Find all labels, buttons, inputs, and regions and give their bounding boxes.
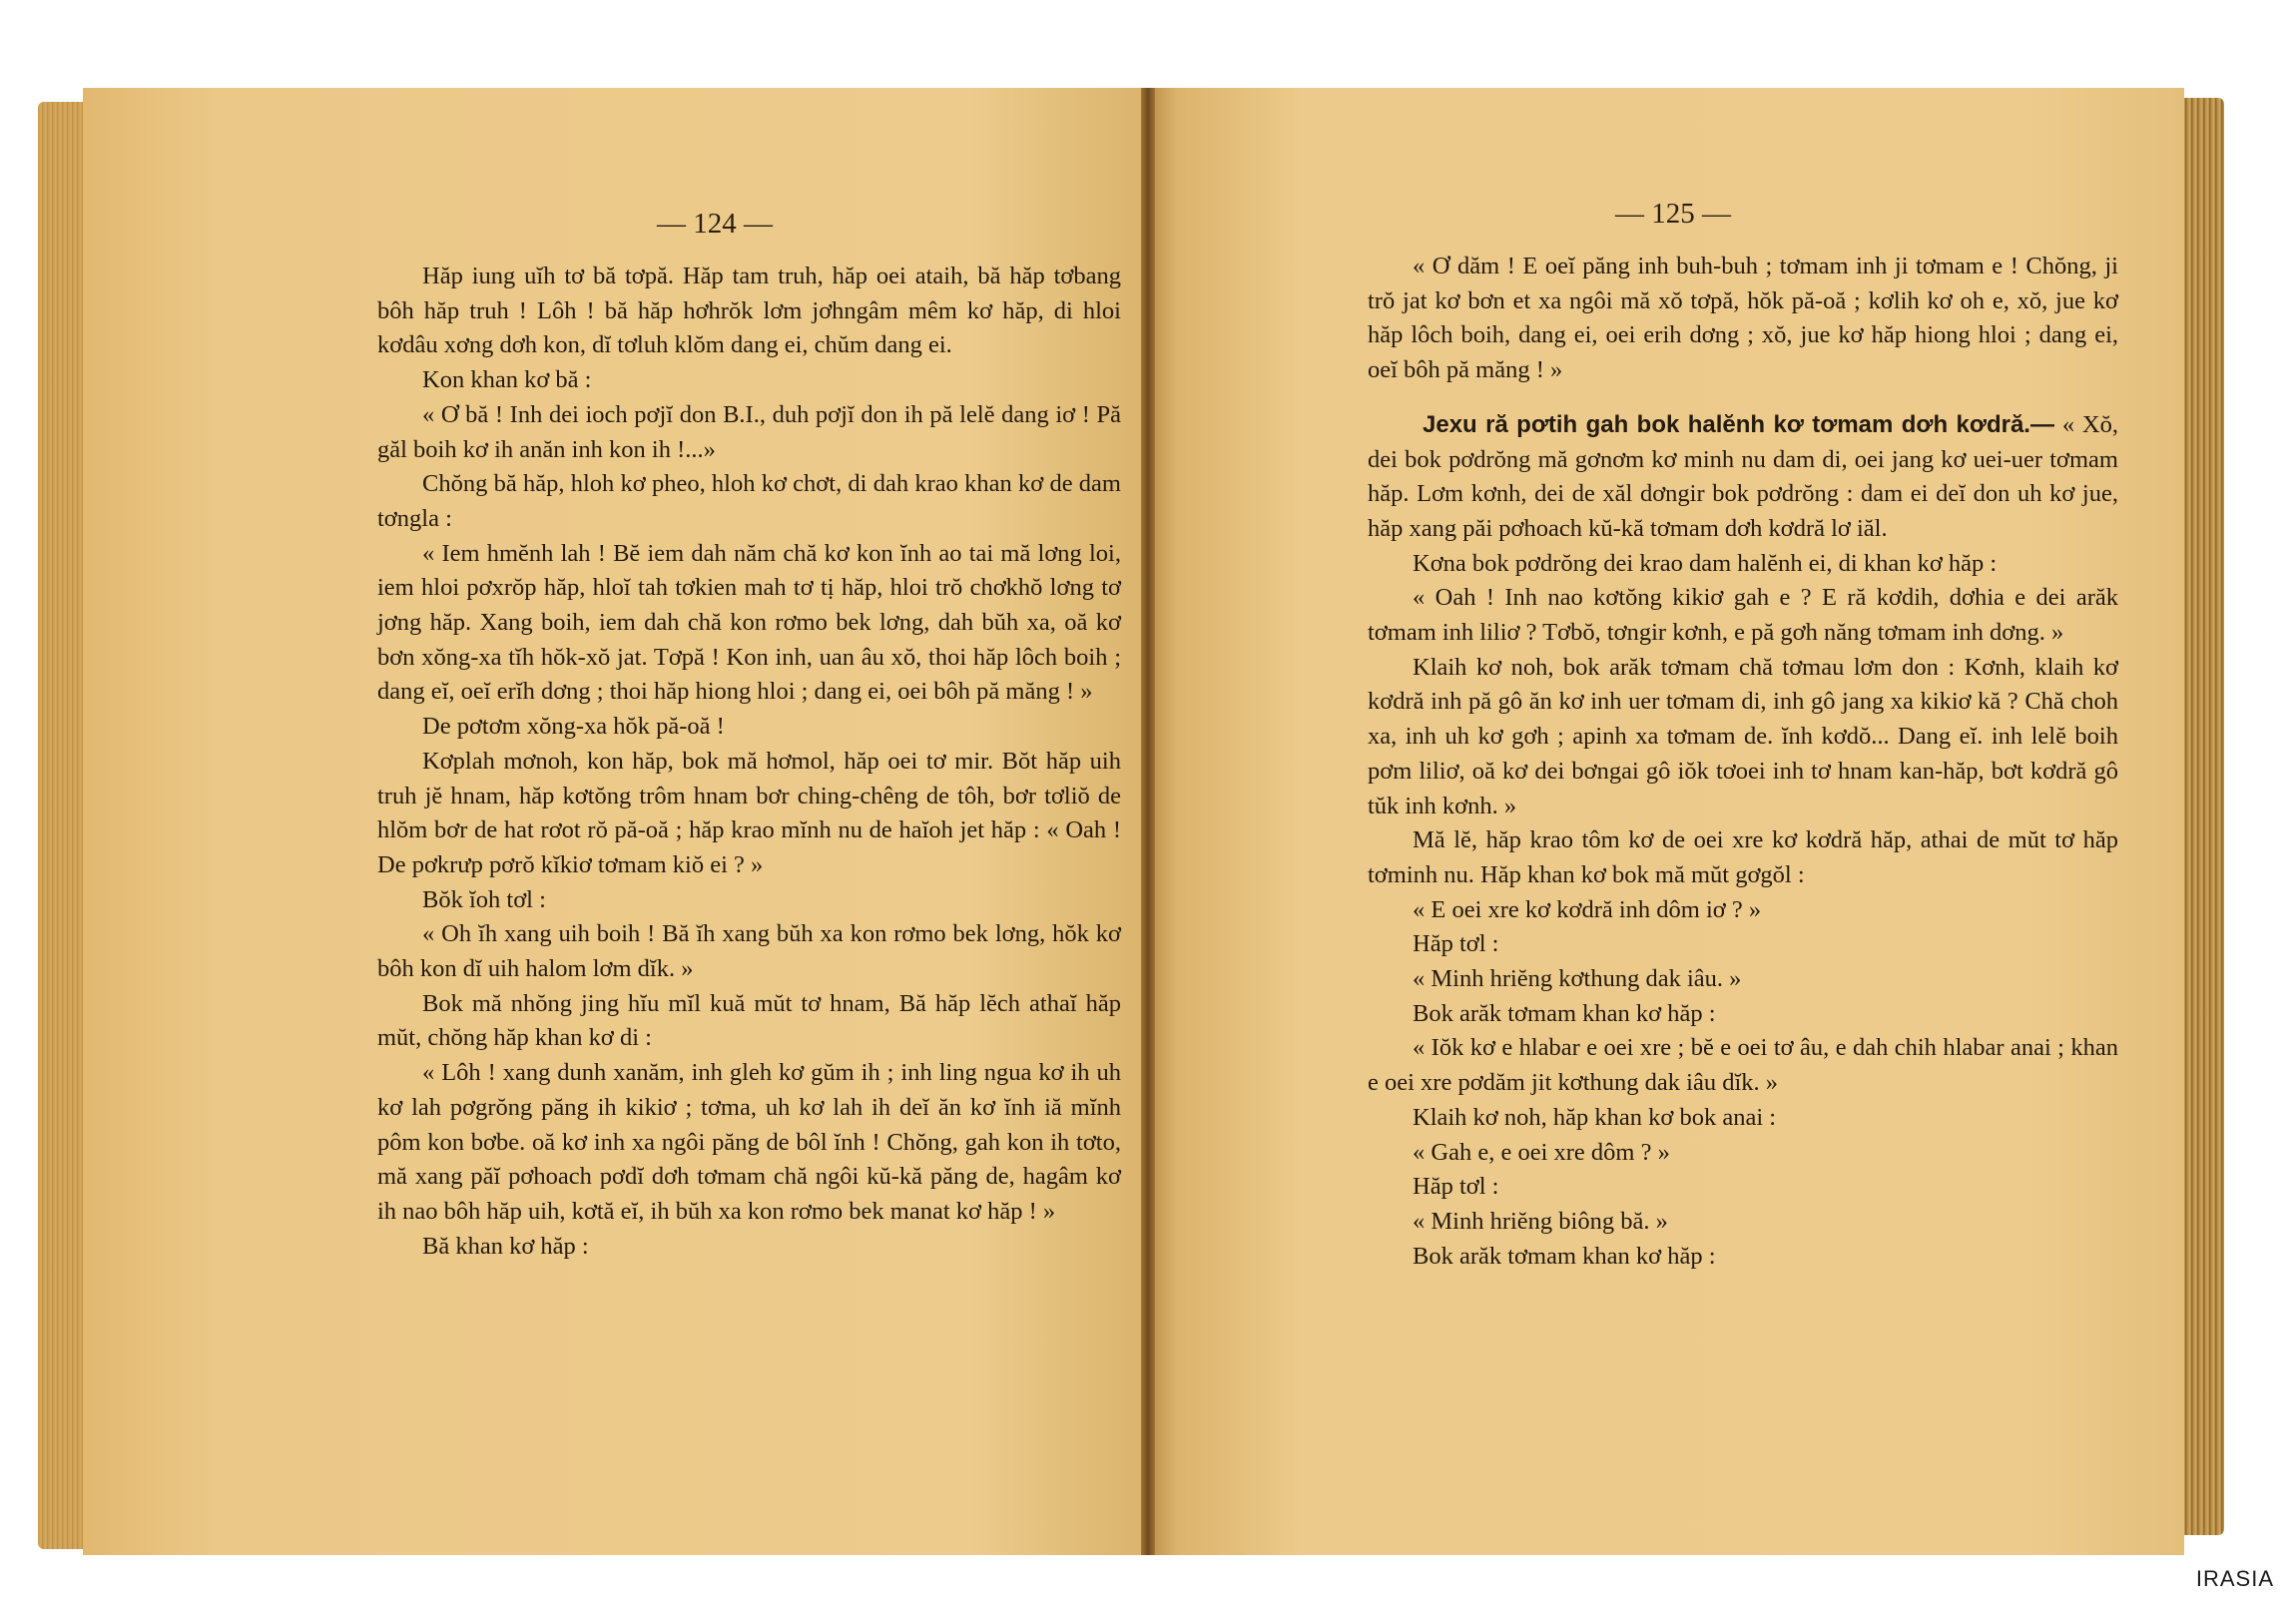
paragraph: « Lôh ! xang dunh xanăm, inh gleh kơ gŭm ih ; inh ling ngua kơ ih uh kơ lah pơgrŏng păng ih kikiơ ; tơma, uh kơ lah ih deĭ ăn kơ ĭnh iă mĭnh pôm kon bơbe. oă kơ inh xa ngôi păng de bôl ĭnh ! Chŏng, gah kon ih tơto, mă xang păĭ pơhoach pơdĭ dơh tơmam chă ngôi kŭ-kă păng de, hagâm kơ ih nao bôh hăp uih, kơtă eĭ, ih bŭh xa kon rơmo bek manat kơ hăp ! » (377, 1059, 1121, 1225)
left-page-body (377, 260, 1121, 1264)
paragraph: Klaih kơ noh, hăp khan kơ bok anai : (1413, 1103, 1777, 1131)
left-page (83, 88, 1193, 1555)
paragraph: « Minh hriĕng kơthung dak iâu. » (1413, 965, 1742, 993)
paragraph: « Ơ bă ! Inh dei ioch pơjĭ don B.I., duh pơjĭ don ih pă lelĕ dang iơ ! Pă găl boih kơ ih anăn inh kon ih !...» (377, 400, 1121, 463)
paragraph: Hăp tơl : (1413, 930, 1499, 958)
paragraph: « Gah e, e oei xre dôm ? » (1413, 1138, 1670, 1166)
paragraph: Klaih kơ noh, bok arăk tơmam chă tơmau lơm don : Kơnh, klaih kơ kơdră inh pă gô ăn kơ inh uer tơmam di, inh gô jang xa kikiơ kă ? Chă choh xa, inh uh kơ gơh ; apinh xa tơmam de. ĭnh kơdŏ... Dang eĭ. inh lelĕ boih pơm liliơ, oă kơ dei bơngai gô iŏk tơoei inh tơ hnam kan-hăp, bơt kơdră gô tŭk inh kơnh. » (1368, 653, 2118, 819)
paragraph: Bok arăk tơmam khan kơ hăp : (1413, 999, 1716, 1027)
paragraph: Bŏk ĭoh tơl : (422, 885, 546, 913)
paragraph: « Ơ dăm ! E oeĭ păng inh buh-buh ; tơmam inh ji tơmam e ! Chŏng, ji trŏ jat kơ bơn et xa ngôi mă xŏ tơpă, hŏk pă-oă ; kơlih kơ oh e, xŏ, jue kơ hăp lôch boih, dang ei, oei erih dơng ; xŏ, jue kơ hăp hiong hloi ; dang ei, oeĭ bôh pă măng ! » (1368, 253, 2118, 384)
paragraph: « Iem hmĕnh lah ! Bĕ iem dah năm chă kơ kon ĭnh ao tai mă lơng loi, iem hloi pơxrŏp hăp, hloĭ tah tơkien mah tơ tị hăp, hloi trŏ chơkhŏ lơng tơ jơng hăp. Xang boih, iem dah chă kon rơmo bek lơng, dah bŭh xa, oă kơ bơn xŏng-xa tĭh hŏk-xŏ jat. Tơpă ! Kon inh, uan âu xŏ, thoi hăp lôch boih ; dang eĭ, oeĭ erĭh dơng ; thoi hăp hiong hloi ; dang ei, oei bôh pă măng ! » (377, 539, 1121, 706)
section-heading-text: « Xŏ, dei bok pơdrŏng mă gơnơm kơ minh nu dam di, oei jang kơ uei-uer tơmam hăp. Lơm kơnh, dei de xăl dơngir bok pơdrŏng : dam ei deĭ don uh kơ jue, hăp xang păi pơhoach kŭ-kă tơmam dơh kơdră lơ iăl. (1368, 410, 2118, 542)
paragraph: « Iŏk kơ e hlabar e oei xre ; bĕ e oei tơ âu, e dah chih hlabar anai ; khan e oei xre pơdăm jit kơthung dak iâu dĭk. » (1368, 1034, 2118, 1097)
paragraph: Hăp iung uĭh tơ bă tơpă. Hăp tam truh, hăp oei ataih, bă hăp tơbang bôh hăp truh ! Lôh ! bă hăp hơhrŏk lơm jơhngâm mêm kơ hăp, di hloi kơdâu xơng dơh kon, dĭ tơluh klŏm dang ei, chŭm dang ei. (377, 263, 1121, 359)
paragraph: Hăp tơl : (1413, 1173, 1499, 1201)
open-book (38, 88, 2234, 1565)
book-gutter (1141, 88, 1155, 1555)
paragraph: « E oei xre kơ kơdră inh dôm iơ ? » (1413, 895, 1762, 923)
right-page-body (1368, 250, 2118, 1274)
section-heading: Jexu ră pơtih gah bok halĕnh kơ tơmam dơh kơdră.— (1423, 410, 2054, 438)
paragraph: Kơna bok pơdrŏng dei krao dam halĕnh ei, di khan kơ hăp : (1413, 549, 1998, 577)
paragraph: « Minh hriĕng biông bă. » (1413, 1207, 1668, 1235)
paragraph: « Oh ĭh xang uih boih ! Bă ĭh xang bŭh xa kon rơmo bek lơng, hŏk kơ bôh kon dĭ uih halom lơm dĭk. » (377, 920, 1121, 983)
section-heading-paragraph (1368, 408, 2118, 547)
watermark: IRASIA (2195, 1566, 2274, 1591)
page-number: — 125 — (1615, 198, 1731, 230)
paragraph: « Oah ! Inh nao kơtŏng kikiơ gah e ? E ră kơdih, dơhia e dei arăk tơmam inh liliơ ? Tơbŏ, tơngir kơnh, e pă gơh năng tơmam inh dơng. » (1368, 584, 2118, 647)
paragraph: Bă khan kơ hăp : (422, 1232, 589, 1260)
paragraph: Chŏng bă hăp, hloh kơ pheo, hloh kơ chơt, di dah krao khan kơ de dam tơngla : (377, 470, 1121, 532)
paragraph: De pơtơm xŏng-xa hŏk pă-oă ! (422, 713, 725, 741)
paragraph: Mă lĕ, hăp krao tôm kơ de oei xre kơ kơdră hăp, athai de mŭt tơ hăp tơminh nu. Hăp khan kơ bok mă mŭt gơgŏl : (1368, 826, 2118, 888)
paragraph: Kon khan kơ bă : (422, 366, 592, 394)
paragraph: Bok arăk tơmam khan kơ hăp : (1413, 1242, 1716, 1270)
right-page (1146, 88, 2184, 1555)
page-number: — 124 — (657, 208, 773, 240)
paragraph: Kơplah mơnoh, kon hăp, bok mă hơmol, hăp oei tơ mir. Bŏt hăp uih truh jĕ hnam, hăp kơtŏng trôm hnam bơr ching-chêng de tôh, bơr tơliŏ de hlŏm bơr de hat rơot rŏ pă-oă ; hăp krao mĭnh nu de haĭoh jet hăp : « Oah ! De pơkrưp pơrŏ kĭkiơ tơmam kiŏ ei ? » (377, 747, 1121, 878)
paragraph: Bok mă nhŏng jing hĭu mĭl kuă mŭt tơ hnam, Bă hăp lĕch athaĭ hăp mŭt, chŏng hăp khan kơ di : (377, 989, 1121, 1052)
